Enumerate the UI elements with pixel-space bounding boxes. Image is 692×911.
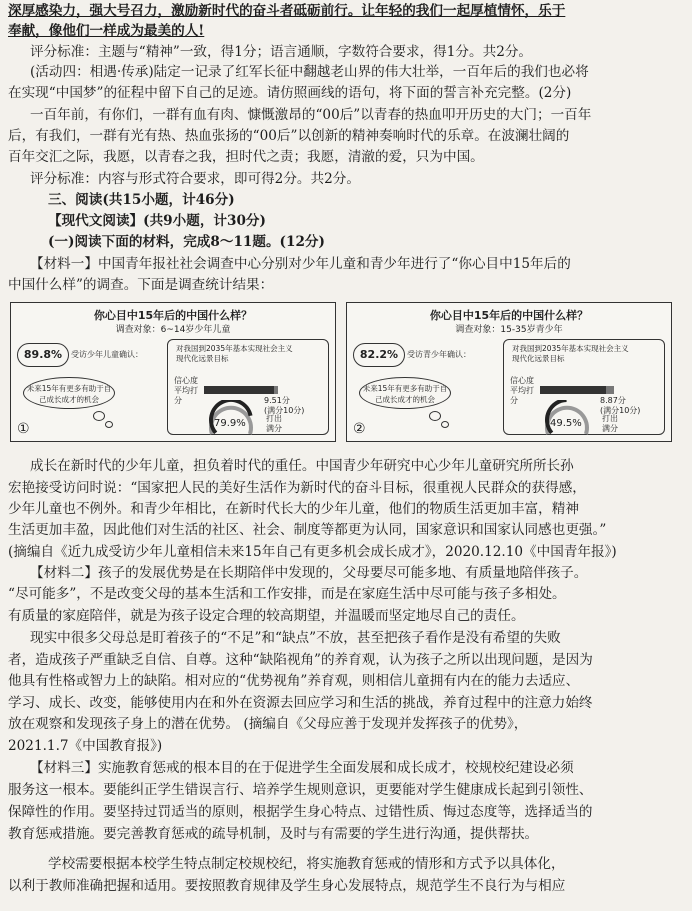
text-line: 者，造成孩子严重缺乏自信、自尊。这种“缺陷视角”的养育观，认为孩子之所以出现问题，是因为 — [8, 652, 593, 668]
gauge-label: 打出满分 — [266, 414, 282, 433]
thought-bubble: 未来15年有更多有助于自己成长成才的机会 — [23, 377, 115, 409]
text-line: 教育惩戒措施。要完善教育惩戒的疏导机制，及时与有需要的学生进行沟通，提供帮扶。 — [8, 826, 539, 842]
text-line: 成长在新时代的少年儿童，担负着时代的重任。中国青少年研究中心少年儿童研究所所长孙 — [30, 458, 574, 474]
text-line: 保障性的作用。要坚持过罚适当的原则，根据学生身心特点、过错性质、悔过态度等，选择适当的 — [8, 804, 593, 820]
bubble-dot — [105, 421, 113, 428]
text-line — [8, 22, 684, 40]
score-label: 信心度平均打分 — [174, 376, 198, 405]
score-label: 信心度平均打分 — [510, 376, 534, 405]
bubble-dot — [93, 411, 105, 421]
section-heading: 【现代文阅读】(共9小题，计30分) — [48, 213, 266, 229]
text-line: 【材料三】实施教育惩戒的根本目的在于促进学生全面发展和成长成才，校规校纪建设必须 — [30, 760, 574, 776]
text-line — [8, 2, 684, 20]
survey-panel-1 — [10, 302, 336, 442]
bubble-dot — [429, 411, 441, 421]
score-bar — [540, 386, 614, 394]
survey-percent: 82.2% — [353, 343, 405, 367]
text-line: 有质量的家庭陪伴，就是为孩子设定合理的较高期望，并温暖而坚定地尽自己的责任。 — [8, 608, 525, 624]
survey-subtitle: 调查对象：15-35岁青少年 — [455, 325, 563, 335]
survey-percent: 89.8% — [17, 343, 69, 367]
score-bar-fill — [204, 386, 274, 394]
score-number: 9.51分 — [264, 396, 290, 405]
thought-bubble: 未来15年有更多有助于自己成长成才的机会 — [359, 377, 451, 409]
score-bar-fill — [540, 386, 606, 394]
score-heading: 对我国到2035年基本实现社会主义现代化远景目标 — [512, 344, 629, 363]
score-heading: 对我国到2035年基本实现社会主义现代化远景目标 — [176, 344, 293, 363]
survey-title: 你心目中15年后的中国什么样？ — [429, 309, 589, 322]
text-line: 服务这一根本。要能纠正学生错误言行、培养学生规则意识，更要能对学生健康成长起到引领性、 — [8, 782, 593, 798]
score-box — [503, 339, 665, 435]
gauge-percent: 49.5% — [550, 418, 582, 429]
citation-line: (摘编自《近九成受访少年儿童相信未来15年自己有更多机会成长成才》，2020.12.10《中国青年报》) — [8, 544, 617, 560]
text-line: 放在观察和发现孩子身上的潜在优势。 (摘编自《父母应善于发现并发挥孩子的优势》， — [8, 716, 528, 732]
text-line: 一百年前，有你们，一群有血有肉、慷慨激昂的“00后”以青春的热血叩开历史的大门；一百年 — [30, 107, 592, 123]
score-value — [600, 396, 640, 416]
bubble-dot — [441, 421, 449, 428]
score-note: (满分10分) — [264, 406, 305, 415]
text-span: 奉献，像他们一样成为最美的人! — [8, 23, 205, 39]
text-line: 以利于教师准确把握和适用。要按照教育规律及学生身心发展特点，规范学生不良行为与相应 — [8, 878, 566, 894]
text-line: (活动四：相遇·传承)陆定一记录了红军长征中翻越老山界的伟大壮举，一百年后的我们也必将 — [30, 64, 589, 80]
text-line: “尽可能多”，不是改变父母的基本生活和工作安排，而是在家庭生活中尽可能与孩子多相处。 — [8, 586, 566, 602]
text-line: 学校需要根据本校学生特点制定校规校纪，将实施教育惩戒的情形和方式予以具体化， — [48, 856, 565, 872]
text-line: 百年交汇之际，我愿，以青春之我，担时代之责；我愿，清澈的爱，只为中国。 — [8, 149, 484, 165]
survey-subtitle: 调查对象：6~14岁少年儿童 — [115, 325, 231, 335]
gauge-label: 打出满分 — [602, 414, 618, 433]
score-box — [167, 339, 329, 435]
score-value — [264, 396, 304, 416]
panel-number: ① — [17, 421, 30, 437]
text-span: 深厚感染力，强大号召力，激励新时代的奋斗者砥砺前行。让年轻的我们一起厚植情怀，乐于 — [8, 3, 566, 19]
panel-number: ② — [353, 421, 366, 437]
survey-percent-label: 受访青少年确认： — [407, 350, 471, 359]
text-line: 【材料一】中国青年报社社会调查中心分别对少年儿童和青少年进行了“你心目中15年后的 — [30, 256, 571, 272]
survey-panel-2 — [346, 302, 672, 442]
text-line: 后，有我们，一群有光有热、热血张扬的“00后”以创新的精神奏响时代的乐章。在波澜壮阔的 — [8, 128, 570, 144]
survey-title: 你心目中15年后的中国什么样？ — [93, 309, 253, 322]
section-heading: 三、阅读(共15小题，计46分) — [48, 192, 235, 208]
text-line: 中国什么样”的调查。下面是调查统计结果： — [8, 277, 274, 293]
text-line: 少年儿童也不例外。和青少年相比，在新时代长大的少年儿童，他们的物质生活更加丰富，精神 — [8, 501, 579, 517]
citation-line: 2021.1.7《中国教育报》) — [8, 738, 163, 754]
text-line: 在实现“中国梦”的征程中留下自己的足迹。请仿照画线的语句，将下面的誓言补充完整。(2分) — [8, 85, 572, 101]
text-line: 【材料二】孩子的发展优势是在长期陪伴中发现的，父母要尽可能多地、有质量地陪伴孩子。 — [30, 565, 588, 581]
score-note: (满分10分) — [600, 406, 641, 415]
text-line: 生活更加丰盈，因此他们对生活的社区、社会、制度等都更为认同，国家意识和国家认同感也更强。” — [8, 522, 607, 538]
text-line: 评分标准：主题与“精神”一致，得1分；语言通顺，字数符合要求，得1分。共2分。 — [30, 44, 533, 60]
text-line: 现实中很多父母总是盯着孩子的“不足”和“缺点”不放，甚至把孩子看作是没有希望的失败 — [30, 630, 561, 646]
text-line: 他具有性格或智力上的缺陷。相对应的“优势视角”养育观，则相信儿童拥有内在的能力去适应、 — [8, 673, 580, 689]
survey-percent-label: 受访少年儿童确认： — [71, 350, 143, 359]
score-number: 8.87分 — [600, 396, 626, 405]
score-bar — [204, 386, 278, 394]
gauge-percent: 79.9% — [214, 418, 246, 429]
text-line: 宏艳接受访问时说：“国家把人民的美好生活作为新时代的奋斗目标，很重视人民群众的获得感， — [8, 480, 586, 496]
text-line: 评分标准：内容与形式符合要求，即可得2分。共2分。 — [30, 171, 360, 187]
text-line: 学习、成长、改变，能够使用内在和外在资源去回应学习和生活的挑战，养育过程中的注意力始终 — [8, 695, 593, 711]
section-heading: (一)阅读下面的材料，完成8～11题。(12分) — [48, 234, 325, 250]
